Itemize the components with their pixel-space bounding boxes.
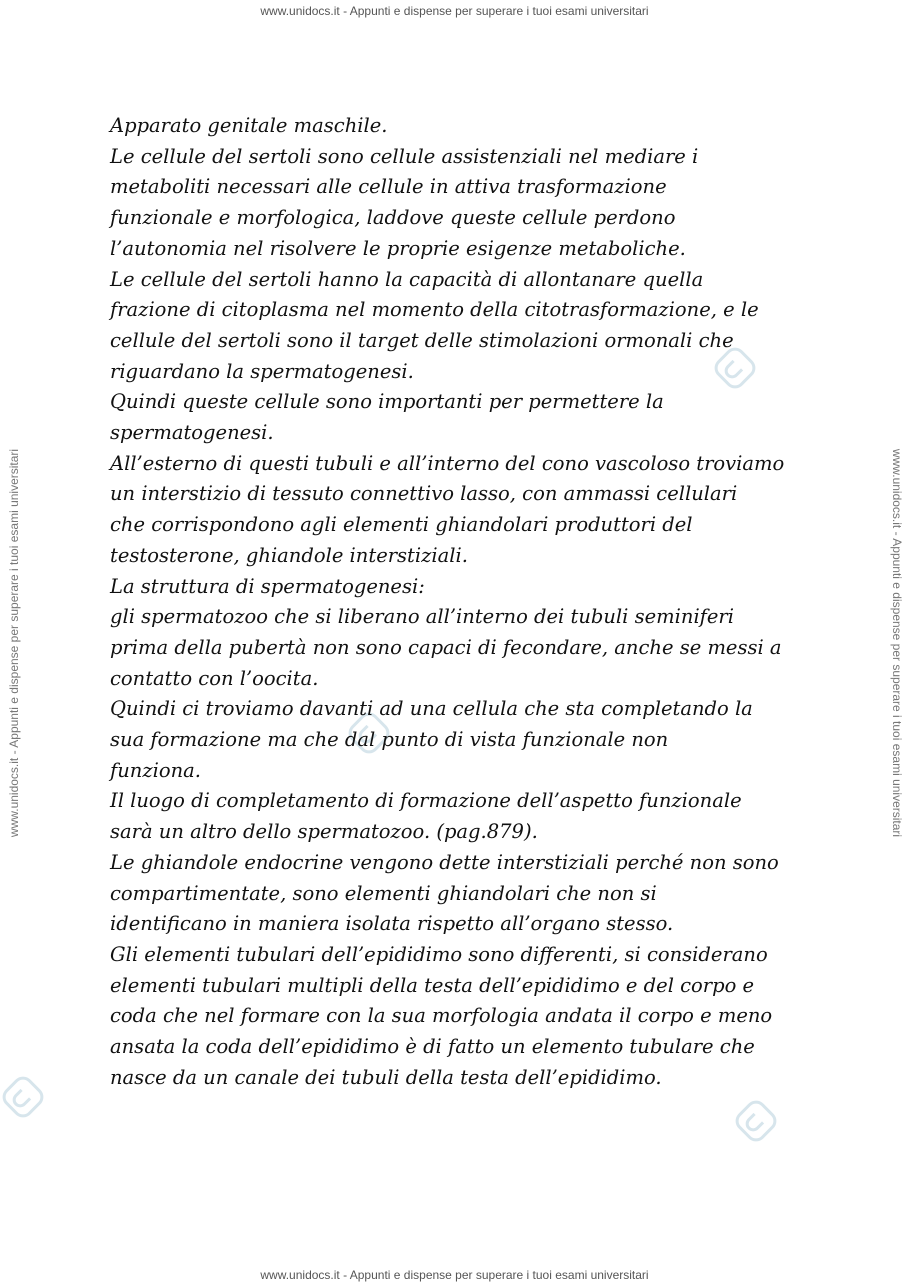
text-line: testosterone, ghiandole interstiziali. (110, 543, 468, 567)
text-line: Quindi queste cellule sono importanti per permettere la (110, 390, 664, 414)
text-line: un interstizio di tessuto connettivo lasso, con ammassi cellulari (110, 482, 738, 506)
document-body (110, 111, 830, 1094)
text-line: prima della pubertà non sono capaci di fecondare, anche se messi a (110, 635, 782, 659)
text-line: gli spermatozoo che si liberano all’interno dei tubuli seminiferi (110, 605, 734, 629)
text-line: ansata la coda dell’epididimo è di fatto un elemento tubulare che (110, 1035, 755, 1059)
text-line: funziona. (110, 758, 201, 782)
text-line: Le cellule del sertoli sono cellule assistenziali nel mediare i (110, 144, 699, 168)
text-line: Le cellule del sertoli hanno la capacità di allontanare quella (110, 267, 704, 291)
page-footer: www.unidocs.it - Appunti e dispense per superare i tuoi esami universitari (260, 1268, 649, 1282)
text-line: Gli elementi tubulari dell’epididimo sono differenti, si considerano (110, 942, 768, 966)
text-line: Quindi ci troviamo davanti ad una cellula che sta completando la (110, 697, 753, 721)
side-watermark-right: www.unidocs.it - Appunti e dispense per superare i tuoi esami universitari (890, 448, 904, 838)
text-line: Il luogo di completamento di formazione dell’aspetto funzionale (110, 789, 742, 813)
text-line: sua formazione ma che dal punto di vista funzionale non (110, 728, 669, 752)
text-line: Le ghiandole endocrine vengono dette interstiziali perché non sono (110, 850, 779, 874)
text-line: contatto con l’oocita. (110, 666, 319, 690)
text-line: spermatogenesi. (110, 421, 274, 445)
text-line: l’autonomia nel risolvere le proprie esigenze metaboliche. (110, 236, 686, 260)
text-line: riguardano la spermatogenesi. (110, 359, 414, 383)
text-line: identificano in maniera isolata rispetto all’organo stesso. (110, 912, 674, 936)
unidocs-logo-icon (0, 1074, 46, 1120)
text-line: All’esterno di questi tubuli e all’interno del cono vascoloso troviamo (110, 451, 785, 475)
text-line: Apparato genitale maschile. (110, 114, 388, 137)
text-line: compartimentate, sono elementi ghiandolari che non si (110, 881, 657, 905)
text-line: La struttura di spermatogenesi: (110, 574, 425, 598)
text-line: che corrispondono agli elementi ghiandolari produttori del (110, 513, 693, 537)
text-line: metaboliti necessari alle cellule in attiva trasformazione (110, 175, 667, 199)
page-header: www.unidocs.it - Appunti e dispense per superare i tuoi esami universitari (260, 4, 649, 18)
text-line: funzionale e morfologica, laddove queste cellule perdono (110, 206, 676, 230)
text-line: frazione di citoplasma nel momento della citotrasformazione, e le (110, 298, 759, 322)
text-line: nasce da un canale dei tubuli della testa dell’epididimo. (110, 1065, 662, 1089)
text-line: cellule del sertoli sono il target delle stimolazioni ormonali che (110, 328, 734, 352)
side-watermark-left: www.unidocs.it - Appunti e dispense per superare i tuoi esami universitari (7, 448, 21, 838)
text-line: sarà un altro dello spermatozoo. (pag.879). (110, 820, 538, 844)
text-line: coda che nel formare con la sua morfologia andata il corpo e meno (110, 1004, 773, 1028)
text-line: elementi tubulari multipli della testa dell’epididimo e del corpo e (110, 973, 755, 997)
unidocs-logo-icon (733, 1098, 779, 1144)
